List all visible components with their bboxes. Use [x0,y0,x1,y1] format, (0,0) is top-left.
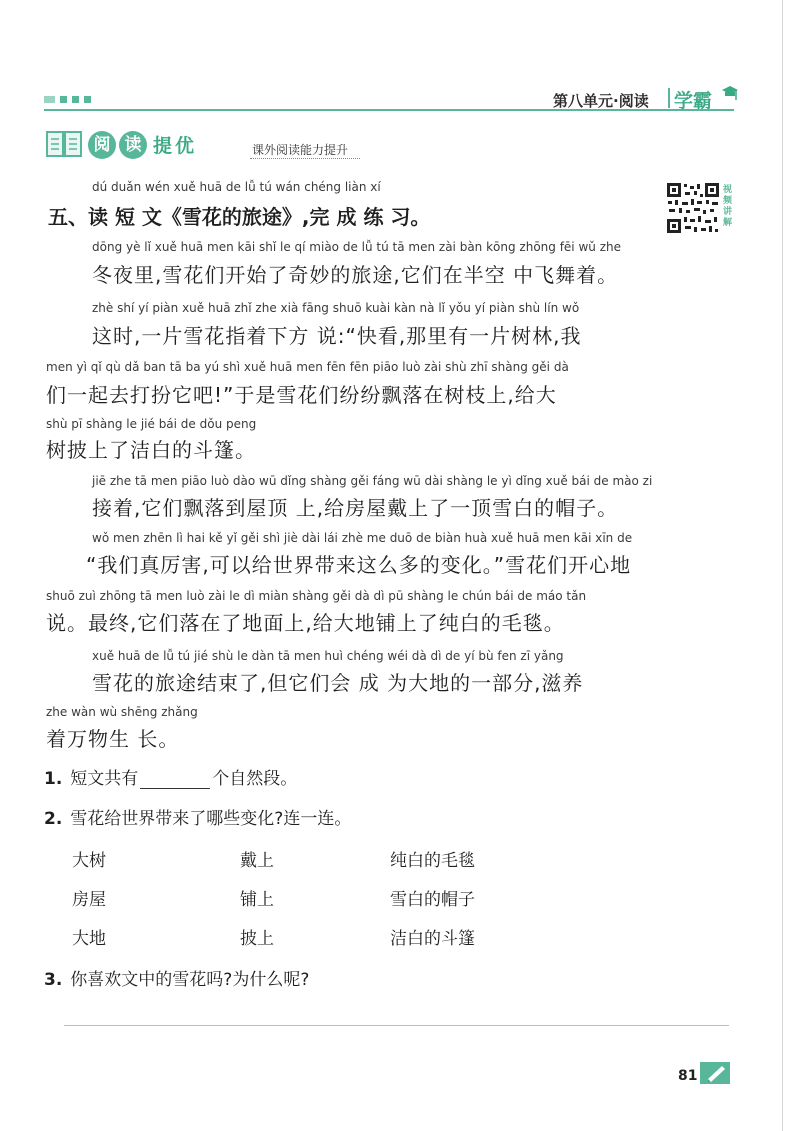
passage-pinyin-4: shù pī shàng le jié bái de dǒu peng [46,417,257,431]
unit-title: 第八单元·阅读 [553,92,649,110]
passage-line-3: 们一起去打扮它吧!”于是雪花们纷纷飘落在树枝上,给大 [46,383,557,407]
match-middle-2[interactable]: 铺上 [240,890,274,910]
section-badge-yue: 阅 [88,131,116,159]
page-number: 81 [678,1068,698,1084]
passage-line-1: 冬夜里,雪花们开始了奇妙的旅途,它们在半空 中飞舞着。 [92,263,619,287]
pencil-icon [700,1062,730,1084]
passage-line-5: 接着,它们飘落到屋顶 上,给房屋戴上了一顶雪白的帽子。 [92,496,619,520]
question-3-text: 你喜欢文中的雪花吗?为什么呢? [70,970,310,990]
match-left-3[interactable]: 大地 [72,929,106,949]
open-book-icon [46,130,82,158]
passage-pinyin-1: dōng yè lǐ xuě huā men kāi shǐ le qí miào de lǚ tú tā men zài bàn kōng zhōng fēi wǔ zhe [92,240,621,254]
passage-pinyin-9: zhe wàn wù shēng zhǎng [46,705,198,719]
header-separator [668,88,670,108]
match-right-1[interactable]: 纯白的毛毯 [390,851,475,871]
paragraph-count-blank[interactable] [140,772,210,789]
question-3 [44,965,309,990]
brand-logo: 学霸 [674,90,713,112]
match-middle-3[interactable]: 披上 [240,929,274,949]
section-badge-du: 读 [119,131,147,159]
passage-pinyin-2: zhè shí yí piàn xuě huā zhǐ zhe xià fāng shuō kuài kàn nà lǐ yǒu yí piàn shù lín wǒ [92,301,580,315]
question-2-number: 2. [44,809,63,829]
match-right-3[interactable]: 洁白的斗篷 [390,929,475,949]
passage-pinyin-3: men yì qǐ qù dǎ ban tā ba yú shì xuě huā men fēn fēn piāo luò zài shù zhī shàng gěi dà [46,360,569,374]
graduation-cap-icon [722,84,738,104]
passage-line-7: 说。最终,它们落在了地面上,给大地铺上了纯白的毛毯。 [46,611,565,635]
passage-line-6: “我们真厉害,可以给世界带来这么多的变化。”雪花们开心地 [86,553,632,577]
match-left-1[interactable]: 大树 [72,851,106,871]
page-edge-rule [782,0,783,1131]
title-pinyin: dú duǎn wén xuě huā de lǚ tú wán chéng liàn xí [92,180,381,194]
question-1-number: 1. [44,769,63,789]
qr-caption: 视频讲解 [723,185,733,228]
match-right-2[interactable]: 雪白的帽子 [390,890,475,910]
passage-pinyin-7: shuō zuì zhōng tā men luò zài le dì miàn shàng gěi dà dì pū shàng le chún bái de máo tǎn [46,589,587,603]
passage-line-9: 着万物生 长。 [46,727,180,751]
question-3-number: 3. [44,970,63,990]
passage-line-8: 雪花的旅途结束了,但它们会 成 为大地的一部分,滋养 [92,671,584,695]
match-middle-1[interactable]: 戴上 [240,851,274,871]
question-1-text-after: 个自然段。 [212,769,298,789]
question-2-text: 雪花给世界带来了哪些变化?连一连。 [70,809,352,829]
section-subtitle: 课外阅读能力提升 [252,143,349,157]
passage-pinyin-8: xuě huā de lǚ tú jié shù le dàn tā men huì chéng wéi dà dì de yí bù fen zī yǎng [92,649,564,663]
match-left-2[interactable]: 房屋 [72,890,106,910]
qr-code[interactable] [666,182,720,234]
passage-line-4: 树披上了洁白的斗篷。 [46,438,256,462]
exercise-title: 五、读 短 文《雪花的旅途》,完 成 练 习。 [48,205,431,229]
passage-pinyin-6: wǒ men zhēn lì hai kě yǐ gěi shì jiè dài lái zhè me duō de biàn huà xuě huā men kāi xīn de [92,531,633,545]
question-1-text-before: 短文共有 [70,769,139,789]
section-title: 提优 [153,135,198,157]
passage-line-2: 这时,一片雪花指着下方 说:“快看,那里有一片树林,我 [92,324,582,348]
question-2 [44,804,351,829]
header-dots [44,96,91,104]
passage-pinyin-5: jiē zhe tā men piāo luò dào wū dǐng shàng gěi fáng wū dài shàng le yì dǐng xuě bái de mào zi [92,474,653,488]
subtitle-underline [250,158,360,159]
answer-line[interactable] [64,1025,729,1026]
question-1 [44,764,297,789]
